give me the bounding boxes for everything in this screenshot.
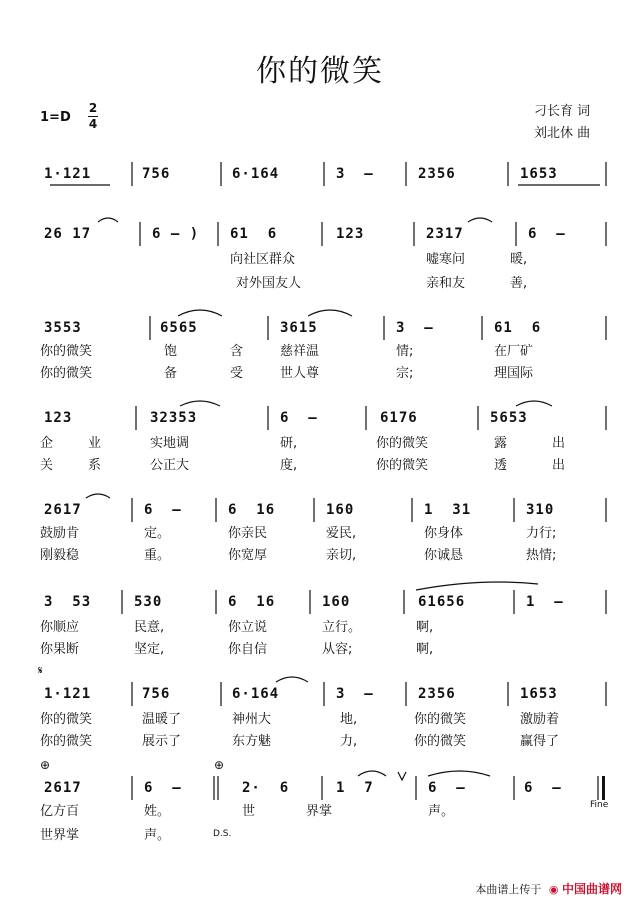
lyric: 世界掌: [40, 828, 80, 843]
lyric: 你的微笑: [376, 458, 429, 473]
measure: 3 53: [44, 594, 92, 610]
fine-marking: Fine: [590, 800, 609, 810]
measure: 3553: [44, 320, 82, 336]
footer-text: 本曲谱上传于: [475, 883, 542, 896]
measure: 1653: [520, 686, 558, 702]
lyric: 声。: [144, 828, 171, 843]
measure: 2317: [426, 226, 464, 242]
measure: 160: [322, 594, 351, 610]
lyric: 坚定,: [134, 642, 165, 657]
measure: 6 —: [524, 780, 562, 796]
lyric: 你的微笑: [40, 712, 93, 727]
lyric: 你自信: [228, 642, 268, 657]
measure: 1·121: [44, 166, 92, 182]
footer-brand[interactable]: 中国曲谱网: [561, 882, 622, 896]
lyric: 你宽厚: [228, 548, 268, 563]
lyric: 亲和友: [426, 276, 466, 291]
lyric: 神州大: [232, 712, 272, 727]
measure: 756: [142, 166, 171, 182]
measure: 61656: [418, 594, 466, 610]
lyric: 对外国友人: [236, 276, 302, 291]
barlines: [40, 160, 608, 196]
lyric-line: [40, 800, 608, 818]
lyric: 地,: [340, 712, 358, 727]
lyric-line: [40, 272, 608, 290]
lyric: 世人尊: [280, 366, 320, 381]
lyric: 度,: [280, 458, 298, 473]
lyric: 情;: [396, 344, 414, 359]
lyric: 啊,: [416, 620, 434, 635]
lyric: 定。: [144, 526, 171, 541]
lyric: 刚毅稳: [40, 548, 80, 563]
lyric: 业: [88, 436, 102, 451]
measure: 1653: [520, 166, 558, 182]
measure: 3 —: [336, 686, 374, 702]
lyric: 你身体: [424, 526, 464, 541]
time-signature: [88, 102, 98, 131]
lyric-line: [40, 616, 608, 634]
lyric: 系: [88, 458, 102, 473]
lyric-line: [40, 340, 608, 358]
lyric: 宗;: [396, 366, 414, 381]
measure: 1 —: [526, 594, 564, 610]
composer: 刘北休 曲: [534, 126, 591, 141]
lyric-line: [40, 248, 608, 266]
lyric-line: [40, 362, 608, 380]
lyric: 出: [552, 436, 566, 451]
measure: 3 —: [396, 320, 434, 336]
page-title: 你的微笑: [256, 54, 384, 89]
measure: 123: [336, 226, 365, 242]
measure: 6·164: [232, 686, 280, 702]
lyric: 你立说: [228, 620, 268, 635]
measure: 310: [526, 502, 555, 518]
key-signature: 1=D: [40, 110, 71, 125]
lyric: 立行。: [322, 620, 362, 635]
lyric: 爱民,: [326, 526, 357, 541]
time-sig-top: 2: [88, 101, 98, 115]
coda-icon: ⊕: [40, 758, 51, 772]
lyric: 力行;: [526, 526, 557, 541]
lyric-line: [40, 708, 608, 726]
measure: 32353: [150, 410, 198, 426]
lyric: 向社区群众: [230, 252, 296, 267]
measure: 6 — ): [152, 226, 200, 242]
measure: 160: [326, 502, 355, 518]
score-row-1: [40, 160, 608, 196]
measure: 2356: [418, 166, 456, 182]
lyric: 在厂矿: [494, 344, 534, 359]
lyric: 嘘寒问: [426, 252, 466, 267]
lyric: 你的微笑: [40, 344, 93, 359]
lyric: 出: [552, 458, 566, 473]
lyric: 你的微笑: [40, 366, 93, 381]
lyric: 力,: [340, 734, 358, 749]
lyric: 你的微笑: [40, 734, 93, 749]
lyric: 世: [242, 804, 256, 819]
lyric: 展示了: [142, 734, 182, 749]
lyric: 赢得了: [520, 734, 560, 749]
lyric: 善,: [510, 276, 528, 291]
lyric: 企: [40, 436, 54, 451]
measure: 6565: [160, 320, 198, 336]
measure: 3 —: [336, 166, 374, 182]
lyric: 声。: [428, 804, 455, 819]
measure: 2356: [418, 686, 456, 702]
lyric: 公正大: [150, 458, 190, 473]
lyric: 鼓励肯: [40, 526, 80, 541]
logo-icon: ◉: [548, 883, 559, 896]
lyric: 你果断: [40, 642, 80, 657]
lyric: 亲切,: [326, 548, 357, 563]
ds-marking: D.S.: [213, 829, 232, 839]
lyric: 重。: [144, 548, 171, 563]
lyric: 饱: [164, 344, 178, 359]
lyric: 温暖了: [142, 712, 182, 727]
coda-icon: ⊕: [214, 758, 225, 772]
lyric: 透: [494, 458, 508, 473]
measure: 6 —: [144, 780, 182, 796]
measure: 530: [134, 594, 163, 610]
measure: 1 31: [424, 502, 472, 518]
lyric: 你的微笑: [414, 712, 467, 727]
measure: 6·164: [232, 166, 280, 182]
measure: 3615: [280, 320, 318, 336]
lyric-line: [40, 824, 608, 842]
lyric-line: [40, 544, 608, 562]
measure: 6 —: [280, 410, 318, 426]
lyric: 你的微笑: [414, 734, 467, 749]
measure: 5653: [490, 410, 528, 426]
lyric-line: [40, 730, 608, 748]
measure: 2· 6: [242, 780, 290, 796]
measure: 2617: [44, 502, 82, 518]
lyric-line: [40, 454, 608, 472]
lyric: 东方魅: [232, 734, 272, 749]
lyric-line: [40, 638, 608, 656]
lyric: 啊,: [416, 642, 434, 657]
lyric: 民意,: [134, 620, 165, 635]
lyric: 研,: [280, 436, 298, 451]
measure: 123: [44, 410, 73, 426]
lyric: 界掌: [306, 804, 333, 819]
lyric: 激励着: [520, 712, 560, 727]
lyric: 慈祥温: [280, 344, 320, 359]
lyric: 你的微笑: [376, 436, 429, 451]
measure: 1·121: [44, 686, 92, 702]
lyric: 你亲民: [228, 526, 268, 541]
measure: 26 17: [44, 226, 92, 242]
lyric: 你顺应: [40, 620, 80, 635]
lyric: 热情;: [526, 548, 557, 563]
measure: 6 —: [528, 226, 566, 242]
lyric: 从容;: [322, 642, 353, 657]
lyric: 你诚恳: [424, 548, 464, 563]
measure: 6 16: [228, 594, 276, 610]
lyric: 实地调: [150, 436, 190, 451]
lyric: 关: [40, 458, 54, 473]
footer: [475, 880, 622, 897]
lyric: 姓。: [144, 804, 171, 819]
lyric: 暖,: [510, 252, 528, 267]
lyric: 露: [494, 436, 508, 451]
lyric: 含: [230, 344, 244, 359]
measure: 6 —: [428, 780, 466, 796]
measure: 6 16: [228, 502, 276, 518]
lyricist: 刁长育 词: [534, 104, 591, 119]
measure: 2617: [44, 780, 82, 796]
measure: 6176: [380, 410, 418, 426]
lyric-line: [40, 432, 608, 450]
lyric-line: [40, 522, 608, 540]
measure: 1 7: [336, 780, 374, 796]
segno-icon: 𝄋: [38, 664, 43, 677]
lyric: 备: [164, 366, 178, 381]
time-sig-bottom: 4: [88, 117, 98, 131]
lyric: 受: [230, 366, 244, 381]
lyric: 亿方百: [40, 804, 80, 819]
measure: 6 —: [144, 502, 182, 518]
lyric: 理国际: [494, 366, 534, 381]
measure: 61 6: [230, 226, 278, 242]
measure: 61 6: [494, 320, 542, 336]
measure: 756: [142, 686, 171, 702]
